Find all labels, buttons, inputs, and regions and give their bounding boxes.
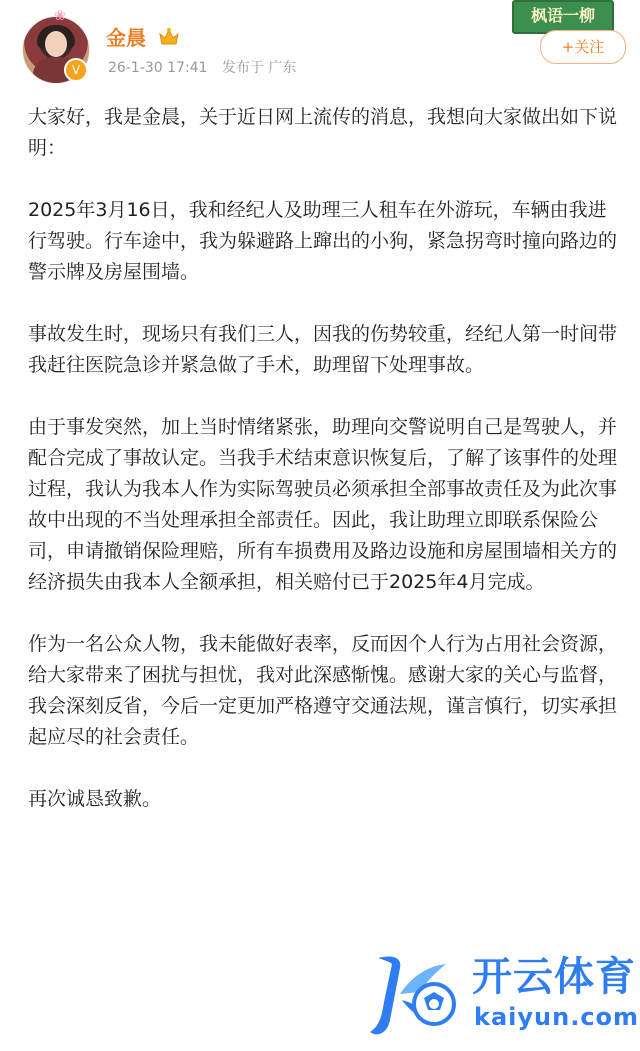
watermark-en-text: kaiyun.com xyxy=(474,1003,640,1031)
post-paragraph-3: 事故发生时，现场只有我们三人，因我的伤势较重，经纪人第一时间带我赶往医院急诊并紧急做了手术，助理留下处理事故。 xyxy=(28,323,618,376)
post-paragraph-2: 2025年3月16日，我和经纪人及助理三人租车在外游玩，车辆由我进行驾驶。行车途中，我为躲避路上蹿出的小狗，紧急拐弯时撞向路边的警示牌及房屋围墙。 xyxy=(28,199,618,283)
post-location: 发布于 广东 xyxy=(221,60,297,76)
watermark-cn-text: 开云体育 xyxy=(472,954,636,1000)
post-content xyxy=(28,102,620,846)
corner-stamp: 枫语一柳 xyxy=(512,0,614,34)
post-timestamp: 26-1-30 17:41 xyxy=(108,60,208,76)
post-paragraph-6: 再次诚恳致歉。 xyxy=(28,788,162,810)
username[interactable]: 金晨 xyxy=(106,26,146,50)
watermark-logo-icon xyxy=(366,942,464,1046)
avatar-face xyxy=(45,31,67,57)
post-meta xyxy=(108,58,306,78)
watermark xyxy=(366,942,640,1046)
crown-icon xyxy=(158,27,180,47)
follow-button[interactable]: +关注 xyxy=(540,30,626,64)
post-header xyxy=(0,0,640,90)
post-paragraph-4: 由于事发突然，加上当时情绪紧张，助理向交警说明自己是驾驶人，并配合完成了事故认定。当我手术结束意识恢复后，了解了该事件的处理过程，我认为我本人作为实际驾驶员必须承担全部事故责任及为此次事故中出现的不当处理承担全部责任。因此，我让助理立即联系保险公司，申请撤销保险理赔，所有车损费用及路边设施和房屋围墙相关方的经济损失由我本人全额承担，相关赔付已于2025年4月完成。 xyxy=(28,416,618,593)
post-paragraph-5: 作为一名公众人物，我未能做好表率，反而因个人行为占用社会资源，给大家带来了困扰与担忧，我对此深感惭愧。感谢大家的关心与监督，我会深刻反省，今后一定更加严格遵守交通法规，谨言慎行，切实承担起应尽的社会责任。 xyxy=(28,633,618,748)
avatar-decoration-icon: ❀ xyxy=(54,8,66,24)
verified-badge-icon: V xyxy=(64,58,88,82)
post-paragraph-1: 大家好，我是金晨，关于近日网上流传的消息，我想向大家做出如下说明： xyxy=(28,106,618,159)
